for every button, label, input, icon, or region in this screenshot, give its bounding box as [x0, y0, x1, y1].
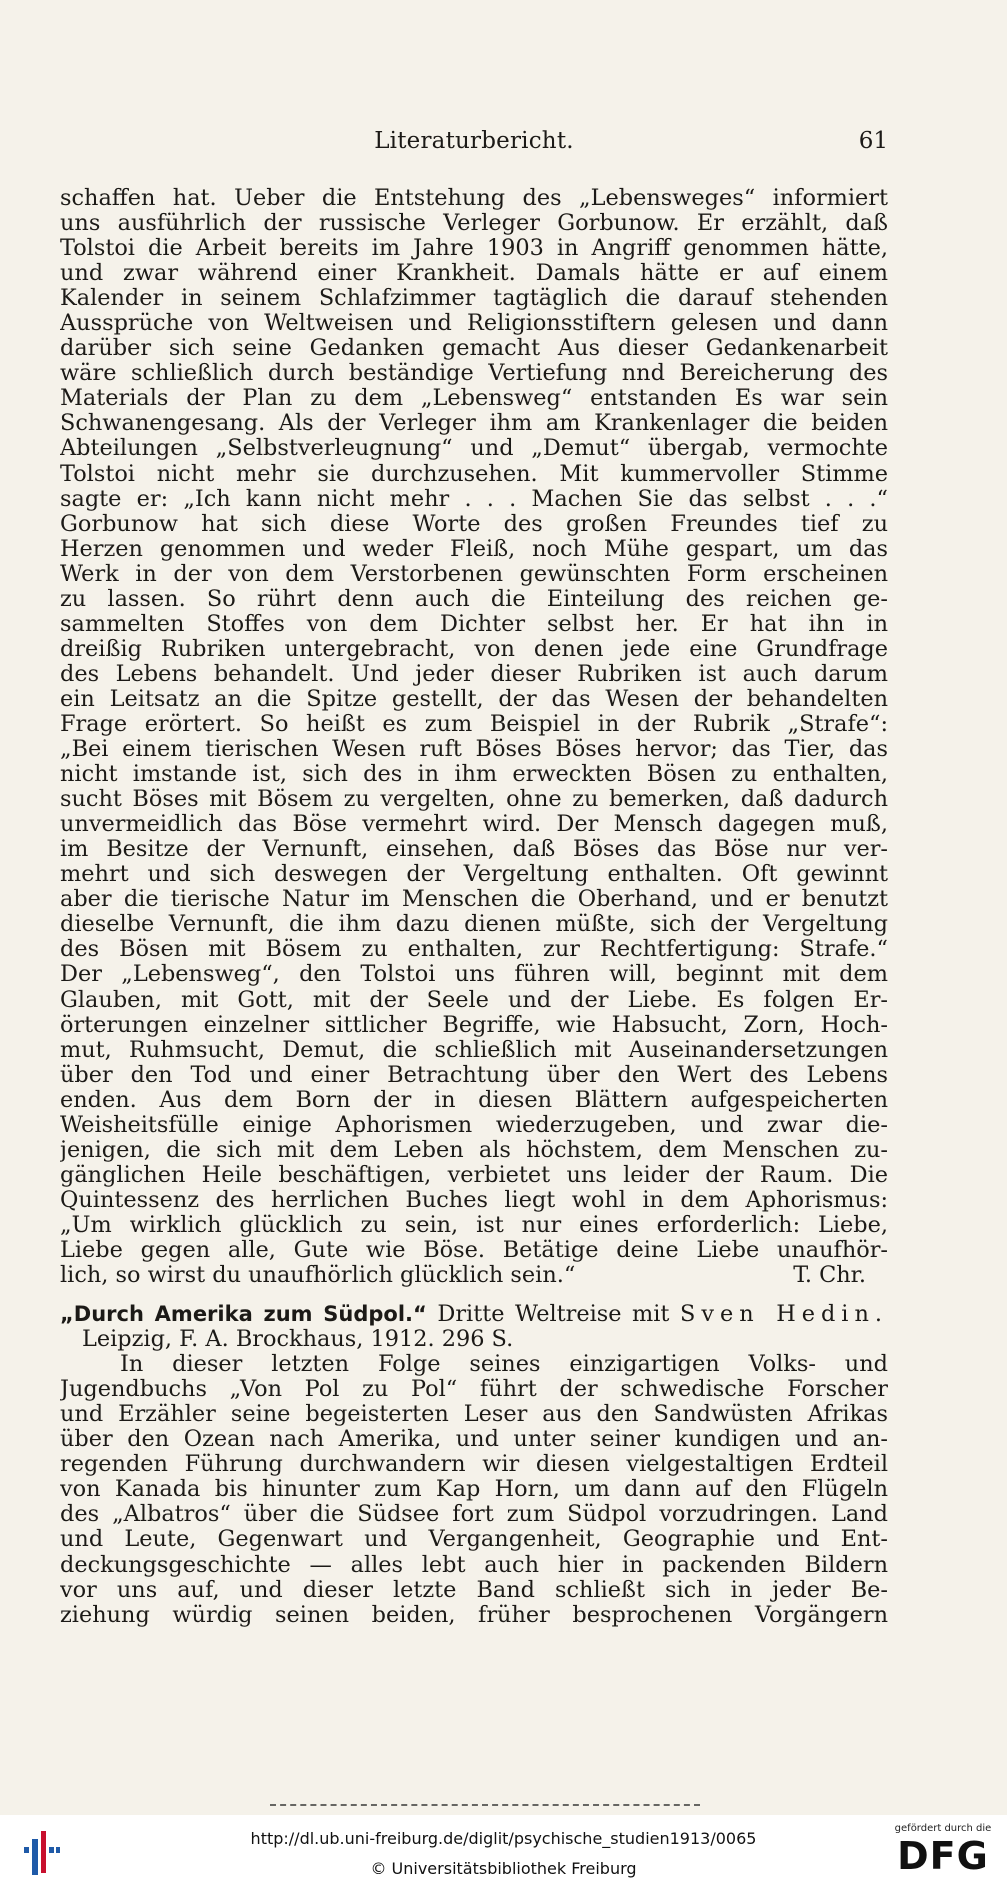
- text-line: und zwar während einer Krankheit. Damals hätte er auf einem: [60, 261, 888, 287]
- text-line: schaffen hat. Ueber die Entstehung des „Lebensweges“ informiert: [60, 186, 888, 211]
- review-tolstoi-text: [60, 186, 888, 1263]
- text-line: Quintessenz des herrlichen Buches liegt wohl in dem Aphorismus:: [60, 1187, 888, 1213]
- text-line: Liebe gegen alle, Gute wie Böse. Betätige deine Liebe unaufhör-: [60, 1237, 888, 1263]
- text-line: „Um wirklich glücklich zu sein, ist nur eines erforderlich: Liebe,: [60, 1212, 888, 1238]
- permalink-url[interactable]: http://dl.ub.uni-freiburg.de/diglit/psychische_studien1913/0065: [250, 1829, 757, 1848]
- text-line: wäre schließlich durch beständige Vertiefung nnd Bereicherung des: [60, 361, 888, 387]
- text-line: Weisheitsfülle einige Aphorismen wiederzugeben, und zwar die-: [60, 1112, 888, 1138]
- text-line: und Erzähler seine begeisterten Leser aus den Sandwüsten Afrikas: [60, 1402, 888, 1428]
- text-line: sucht Böses mit Bösem zu vergelten, ohne zu bemerken, daß dadurch: [60, 787, 888, 813]
- copyright-notice: © Universitätsbibliothek Freiburg: [370, 1859, 637, 1878]
- dfg-mark: DFG: [897, 1834, 989, 1878]
- text-line: Herzen genommen und weder Fleiß, noch Mühe gespart, um das: [60, 536, 888, 562]
- text-line: Der „Lebensweg“, den Tolstoi uns führen will, beginnt mit dem: [60, 962, 888, 988]
- review-closing-line: [60, 1263, 888, 1288]
- review-hedin-text: [60, 1352, 888, 1628]
- book-title-rest: Dritte Weltreise mit: [437, 1301, 670, 1328]
- text-line: Werk in der von dem Verstorbenen gewünschten Form erscheinen: [60, 561, 888, 587]
- closing-text: lich, so wirst du unaufhörlich glücklich sein.“: [60, 1262, 576, 1289]
- text-line: Frage erörtert. So heißt es zum Beispiel in der Rubrik „Strafe“:: [60, 711, 888, 737]
- body-text: [60, 186, 888, 1628]
- text-line: mehrt und sich deswegen der Vergeltung enthalten. Oft gewinnt: [60, 862, 888, 888]
- text-line: mut, Ruhmsucht, Demut, die schließlich mit Auseinandersetzungen: [60, 1037, 888, 1063]
- text-line: des Lebens behandelt. Und jeder dieser Rubriken ist auch darum: [60, 661, 888, 687]
- text-line: des „Albatros“ über die Südsee fort zum Südpol vorzudringen. Land: [60, 1502, 888, 1528]
- text-line: aber die tierische Natur im Menschen die Oberhand, und er benutzt: [60, 887, 888, 913]
- text-line: sammelten Stoffes von dem Dichter selbst her. Er hat ihn in: [60, 611, 888, 637]
- text-line: dieselbe Vernunft, die ihm dazu dienen müßte, sich der Vergeltung: [60, 912, 888, 938]
- text-line: örterungen einzelner sittlicher Begriffe, wie Habsucht, Zorn, Hoch-: [60, 1012, 888, 1038]
- text-line: Schwanengesang. Als der Verleger ihm am Krankenlager die beiden: [60, 411, 888, 437]
- text-line: und Leute, Gegenwart und Vergangenheit, Geographie und Ent-: [60, 1527, 888, 1553]
- footer-rule: [270, 1804, 700, 1809]
- book-author: Sven Hedin.: [679, 1301, 889, 1328]
- text-line: In dieser letzten Folge seines einzigartigen Volks- und: [120, 1352, 888, 1378]
- text-line: des Bösen mit Bösem zu enthalten, zur Rechtfertigung: Strafe.“: [60, 937, 888, 963]
- dfg-logo: [893, 1823, 993, 1885]
- running-title: Literaturbericht.: [374, 128, 574, 154]
- text-line: Jugendbuchs „Von Pol zu Pol“ führt der schwedische Forscher: [60, 1377, 888, 1403]
- text-line: ziehung würdig seinen beiden, früher besprochenen Vorgängern: [60, 1602, 888, 1628]
- text-line: Materials der Plan zu dem „Lebensweg“ entstanden Es war sein: [60, 386, 888, 412]
- text-line: deckungsgeschichte — alles lebt auch hier in packenden Bildern: [60, 1552, 888, 1578]
- text-line: Glauben, mit Gott, mit der Seele und der Liebe. Es folgen Er-: [60, 987, 888, 1013]
- review-entry-heading: [60, 1302, 888, 1327]
- text-line: sagte er: „Ich kann nicht mehr . . . Machen Sie das selbst . . .“: [60, 486, 888, 512]
- text-line: vor uns auf, und dieser letzte Band schließt sich in jeder Be-: [60, 1577, 888, 1603]
- reviewer-signature: T. Chr.: [793, 1262, 866, 1289]
- text-line: darüber sich seine Gedanken gemacht Aus dieser Gedankenarbeit: [60, 336, 888, 362]
- running-head: [60, 128, 888, 158]
- text-line: im Besitze der Vernunft, einsehen, daß Böses das Böse nur ver-: [60, 837, 888, 863]
- text-line: Gorbunow hat sich diese Worte des großen Freundes tief zu: [60, 511, 888, 537]
- text-line: nicht imstande ist, sich des in ihm erweckten Bösen zu enthalten,: [60, 762, 888, 788]
- text-line: dreißig Rubriken untergebracht, von denen jede eine Grundfrage: [60, 636, 888, 662]
- text-line: Tolstoi die Arbeit bereits im Jahre 1903 in Angriff genommen hätte,: [60, 236, 888, 262]
- book-title: „Durch Amerika zum Südpol.“: [60, 1302, 427, 1327]
- text-line: Tolstoi nicht mehr sie durchzusehen. Mit kummervoller Stimme: [60, 461, 888, 487]
- text-line: Kalender in seinem Schlafzimmer tagtäglich die darauf stehenden: [60, 286, 888, 312]
- text-line: uns ausführlich der russische Verleger Gorbunow. Er erzählt, daß: [60, 211, 888, 237]
- text-line: „Bei einem tierischen Wesen ruft Böses Böses hervor; das Tier, das: [60, 737, 888, 763]
- text-line: über den Ozean nach Amerika, und unter seiner kundigen und an-: [60, 1427, 888, 1453]
- text-line: zu lassen. So rührt denn auch die Einteilung des reichen ge-: [60, 586, 888, 612]
- text-line: über den Tod und einer Betrachtung über den Wert des Lebens: [60, 1062, 888, 1088]
- text-line: Aussprüche von Weltweisen und Religionsstiftern gelesen und dann: [60, 311, 888, 337]
- page-number: 61: [858, 128, 888, 154]
- book-imprint: Leipzig, F. A. Brockhaus, 1912. 296 S.: [82, 1327, 514, 1353]
- text-line: regenden Führung durchwandern wir diesen vielgestaltigen Erdteil: [60, 1452, 888, 1478]
- dfg-caption: gefördert durch die: [894, 1823, 992, 1834]
- text-line: jenigen, die sich mit dem Leben als höchstem, dem Menschen zu-: [60, 1137, 888, 1163]
- viewer-footer: [0, 1815, 1007, 1892]
- text-line: enden. Aus dem Born der in diesen Blättern aufgespeicherten: [60, 1087, 888, 1113]
- text-line: ein Leitsatz an die Spitze gestellt, der das Wesen der behandelten: [60, 686, 888, 712]
- text-line: Abteilungen „Selbstverleugnung“ und „Demut“ übergab, vermochte: [60, 436, 888, 462]
- text-line: unvermeidlich das Böse vermehrt wird. Der Mensch dagegen muß,: [60, 812, 888, 838]
- text-line: von Kanada bis hinunter zum Kap Horn, um dann auf den Flügeln: [60, 1477, 888, 1503]
- text-line: gänglichen Heile beschäftigen, verbietet uns leider der Raum. Die: [60, 1162, 888, 1188]
